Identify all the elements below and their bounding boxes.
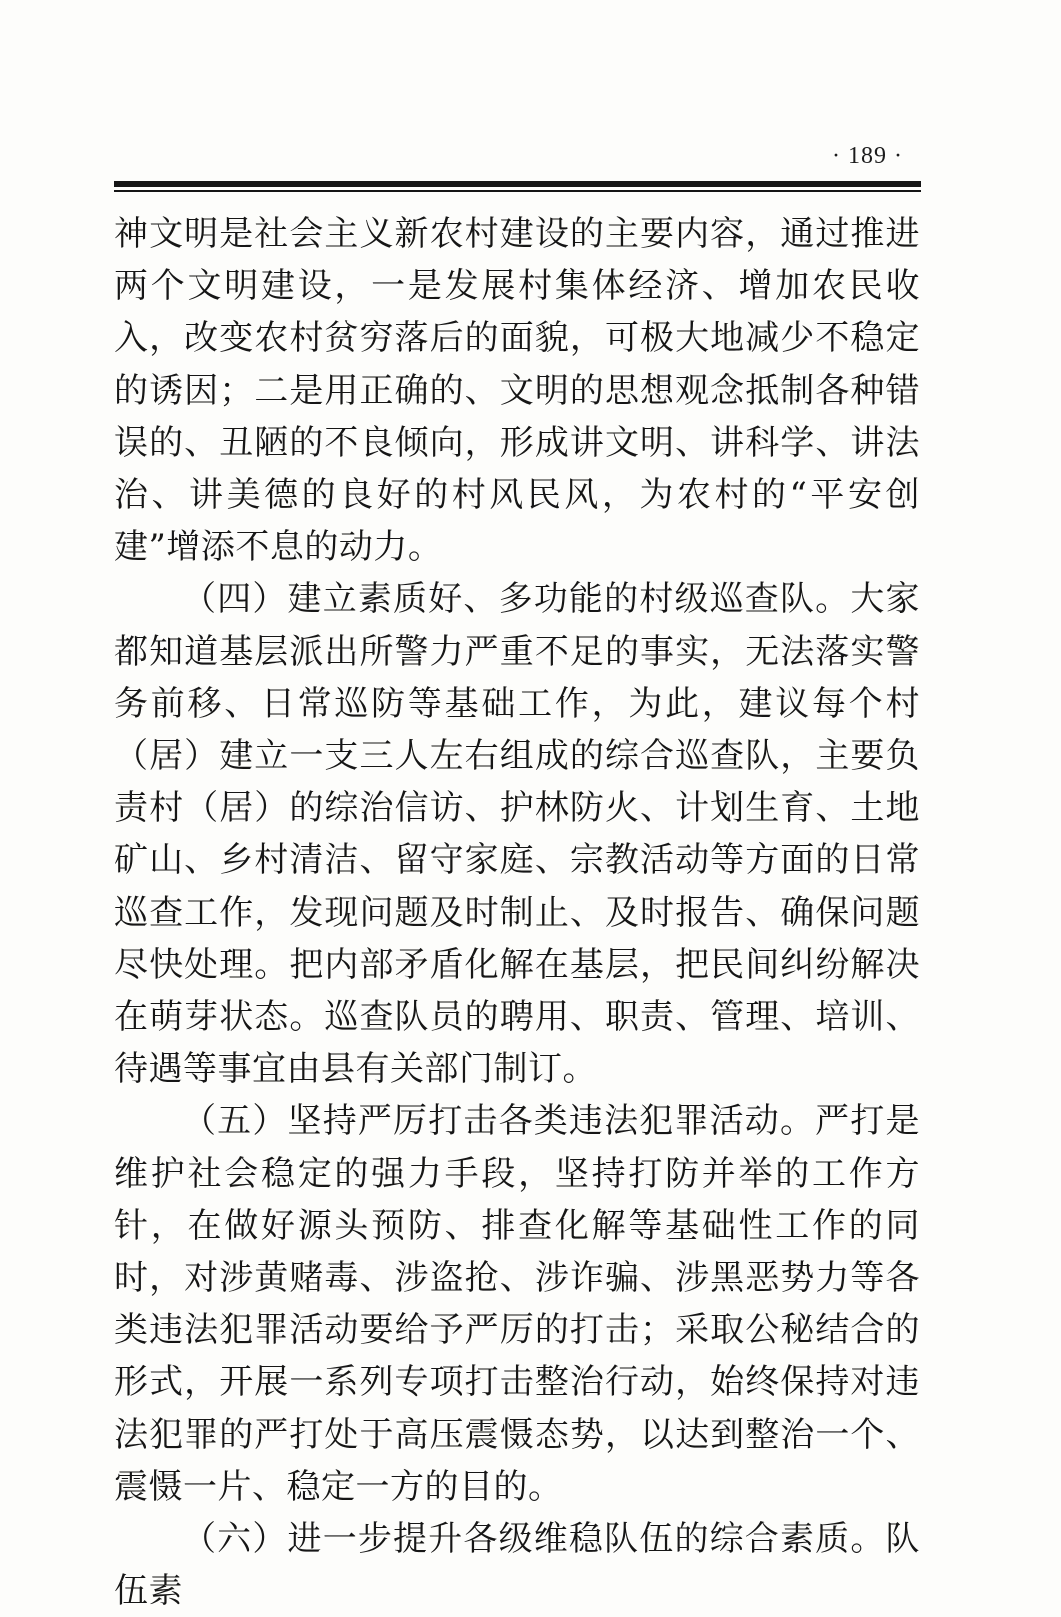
header-rule-thin <box>114 190 921 192</box>
paragraph-text: 大家都知道基层派出所警力严重不足的事实，无法落实警务前移、日常巡防等基础工作，为此，建议每个村（居）建立一支三人左右组成的综合巡查队，主要负责村（居）的综治信访、护林防火、计划生育、土地矿山、乡村清洁、留守家庭、宗教活动等方面的日常巡查工作，发现问题及时制止、及时报告、确保问题尽快处理。把内部矛盾化解在基层，把民间纠纷解决在萌芽状态。巡查队员的聘用、职责、管理、培训、待遇等事宜由县有关部门制订。 <box>114 579 921 1090</box>
header-rule-thick <box>114 181 921 187</box>
paragraph-section-5 <box>114 1095 920 1513</box>
section-heading: （五）坚持严厉打击各类违法犯罪活动。 <box>182 1101 816 1142</box>
paragraph-section-6 <box>114 1513 920 1617</box>
section-heading: （六）进一步提升各级维稳队伍的综合素质。 <box>182 1519 886 1560</box>
body-text <box>114 208 921 1612</box>
paragraph-section-4 <box>114 573 920 1095</box>
paragraph-text: 神文明是社会主义新农村建设的主要内容，通过推进两个文明建设，一是发展村集体经济、增加农民收入，改变农村贫穷落后的面貌，可极大地减少不稳定的诱因；二是用正确的、文明的思想观念抵制各种错误的、丑陋的不良倾向，形成讲文明、讲科学、讲法治、讲美德的良好的村风民风，为农村的“平安创建”增添不息的动力。 <box>114 214 920 568</box>
paragraph-text: 严打是维护社会稳定的强力手段，坚持打防并举的工作方针，在做好源头预防、排查化解等基础性工作的同时，对涉黄赌毒、涉盗抢、涉诈骗、涉黑恶势力等各类违法犯罪活动要给予严厉的打击；采取公秘结合的形式，开展一系列专项打击整治行动，始终保持对违法犯罪的严打处于高压震慑态势，以达到整治一个、震慑一片、稳定一方的目的。 <box>114 1101 921 1507</box>
paragraph-text: 队伍素 <box>114 1519 920 1612</box>
page-number: · 189 · <box>832 143 903 169</box>
section-heading: （四）建立素质好、多功能的村级巡查队。 <box>182 579 851 620</box>
paragraph-continuation <box>114 208 920 573</box>
